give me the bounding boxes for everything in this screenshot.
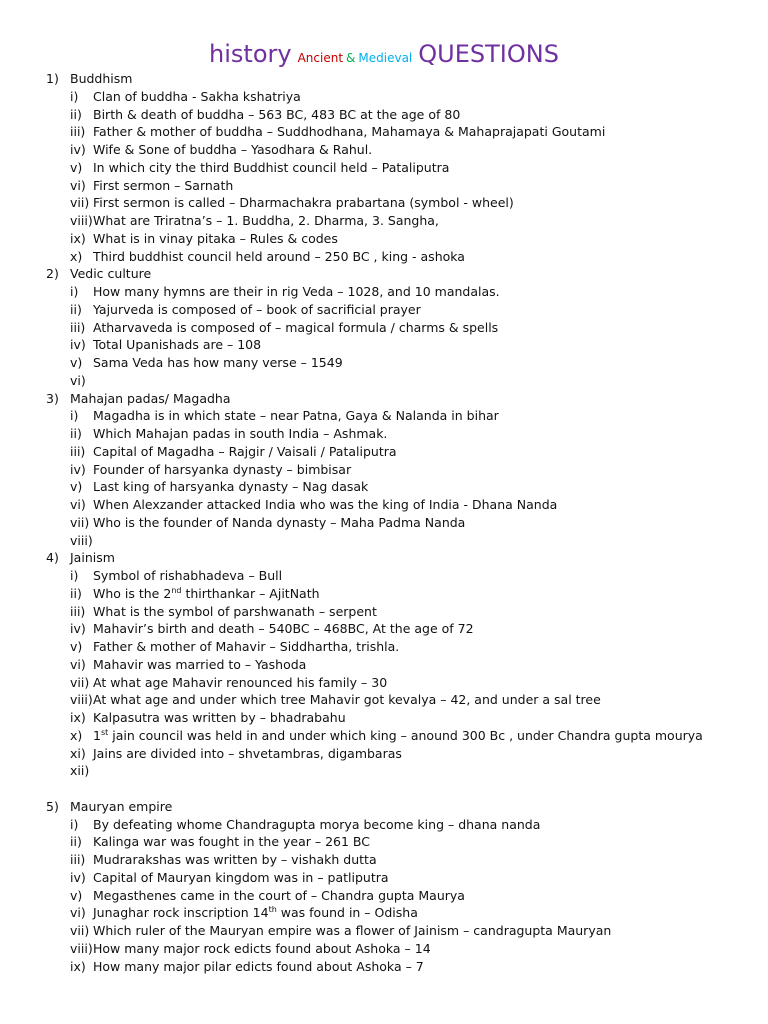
item-text-part: was found in – Odisha (276, 905, 418, 921)
question-item (0, 159, 768, 177)
item-numeral: vii) (70, 195, 90, 211)
item-numeral: v) (70, 887, 83, 903)
question-item (0, 727, 768, 745)
item-numeral: ii) (70, 106, 82, 122)
question-item (0, 620, 768, 638)
item-text: What is the symbol of parshwanath – serpent (93, 603, 377, 619)
question-item (0, 691, 768, 709)
item-text: Mahavir was married to – Yashoda (93, 656, 307, 672)
item-text: When Alexzander attacked India who was the king of India - Dhana Nanda (93, 497, 558, 512)
question-item (0, 603, 768, 621)
item-numeral: v) (70, 355, 83, 370)
question-item (0, 194, 768, 212)
item-text: Third buddhist council held around – 250 BC , king - ashoka (93, 248, 465, 264)
item-text-part: Junaghar rock inscription 14 (93, 905, 269, 921)
item-numeral: viii) (70, 532, 93, 548)
item-text-part: Who is the 2 (93, 585, 172, 601)
question-item (0, 709, 768, 727)
item-numeral: iv) (70, 869, 86, 885)
item-numeral: xi) (70, 745, 86, 761)
question-item (0, 372, 768, 390)
item-numeral: vi) (70, 497, 86, 512)
question-item (0, 638, 768, 656)
item-numeral: i) (70, 284, 79, 299)
question-item (0, 425, 768, 443)
item-text-part: 1 (93, 727, 101, 743)
item-text-part: jain council was held in and under which king – anound 300 Bc , under Chandra gupta mourya (108, 727, 703, 743)
question-item (0, 123, 768, 141)
item-text: First sermon – Sarnath (93, 177, 234, 193)
item-text: Total Upanishads are – 108 (93, 337, 262, 353)
item-numeral: ii) (70, 585, 82, 601)
item-numeral: iii) (70, 603, 86, 619)
item-text: Clan of buddha - Sakha kshatriya (93, 88, 301, 104)
section-spacer (0, 780, 768, 798)
question-item (0, 745, 768, 763)
item-numeral: vi) (70, 905, 86, 921)
question-item (0, 567, 768, 585)
section-title: Buddhism (70, 71, 133, 86)
question-item (0, 141, 768, 159)
item-text: Last king of harsyanka dynasty – Nag dasak (93, 479, 369, 495)
question-item (0, 319, 768, 337)
question-item (0, 762, 768, 780)
section-heading (0, 798, 768, 816)
question-item (0, 212, 768, 230)
item-numeral: ix) (70, 958, 86, 974)
section-number: 3) (46, 390, 59, 406)
item-text: Father & mother of Mahavir – Siddhartha, trishla. (93, 639, 400, 654)
item-text: Birth & death of buddha – 563 BC, 483 BC at the age of 80 (93, 106, 461, 122)
section-heading (0, 70, 768, 88)
question-list (0, 70, 768, 975)
question-item (0, 407, 768, 425)
item-numeral: vi) (70, 372, 86, 388)
item-numeral: x) (70, 248, 83, 264)
item-numeral: iv) (70, 337, 86, 353)
section-title: Vedic culture (70, 266, 152, 282)
item-text-part: thirthankar – AjitNath (181, 585, 320, 601)
section-number: 5) (46, 798, 59, 814)
item-text: What are Triratna’s – 1. Buddha, 2. Dharma, 3. Sangha, (93, 213, 439, 228)
item-text: Magadha is in which state – near Patna, Gaya & Nalanda in bihar (93, 408, 499, 424)
item-numeral: i) (70, 568, 79, 583)
item-numeral: iii) (70, 319, 86, 335)
question-item (0, 958, 768, 976)
item-text: Sama Veda has how many verse – 1549 (93, 355, 343, 370)
item-numeral: iii) (70, 852, 86, 867)
section-heading (0, 390, 768, 408)
question-item (0, 106, 768, 124)
item-text: At what age Mahavir renounced his family – 30 (93, 674, 388, 690)
item-numeral: v) (70, 479, 83, 495)
question-item (0, 496, 768, 514)
section-title: Jainism (70, 550, 115, 566)
title-ampersand: & (346, 51, 356, 65)
item-text: Who is the founder of Nanda dynasty – Maha Padma Nanda (93, 514, 466, 530)
item-text: How many hymns are their in rig Veda – 1028, and 10 mandalas. (93, 284, 500, 299)
ordinal-suffix: th (268, 905, 277, 915)
item-numeral: vii) (70, 674, 90, 690)
item-text: First sermon is called – Dharmachakra prabartana (symbol - wheel) (93, 195, 514, 211)
question-item (0, 869, 768, 887)
item-text: How many major pilar edicts found about Ashoka – 7 (93, 958, 424, 974)
item-text: Which ruler of the Mauryan empire was a flower of Jainism – candragupta Mauryan (93, 923, 612, 938)
item-numeral: xii) (70, 763, 90, 779)
item-numeral: viii) (70, 692, 93, 708)
question-item (0, 230, 768, 248)
question-item (0, 461, 768, 479)
item-numeral: ix) (70, 230, 86, 246)
question-item (0, 248, 768, 266)
item-text (93, 904, 418, 922)
item-numeral: vii) (70, 923, 90, 938)
item-numeral: i) (70, 408, 79, 424)
ordinal-suffix: nd (171, 585, 182, 595)
item-text: Capital of Mauryan kingdom was in – patliputra (93, 869, 389, 885)
item-text: By defeating whome Chandragupta morya become king – dhana nanda (93, 816, 541, 832)
title-history: history (209, 40, 292, 68)
section-heading (0, 265, 768, 283)
item-text (93, 585, 320, 603)
item-numeral: ii) (70, 301, 82, 317)
item-numeral: iii) (70, 124, 86, 140)
item-text: Jains are divided into – shvetambras, digambaras (93, 745, 402, 761)
item-text (93, 727, 703, 745)
item-text: Atharvaveda is composed of – magical formula / charms & spells (93, 319, 499, 335)
question-item (0, 532, 768, 550)
item-numeral: i) (70, 816, 79, 832)
item-text: Kalpasutra was written by – bhadrabahu (93, 710, 346, 725)
item-text: Which Mahajan padas in south India – Ashmak. (93, 426, 388, 441)
item-text: Megasthenes came in the court of – Chandra gupta Maurya (93, 887, 465, 903)
item-text: What is in vinay pitaka – Rules & codes (93, 230, 338, 246)
question-item (0, 887, 768, 905)
question-item (0, 283, 768, 301)
item-numeral: iii) (70, 443, 86, 459)
item-numeral: vii) (70, 514, 90, 530)
page-title (0, 40, 768, 68)
item-text: Symbol of rishabhadeva – Bull (93, 568, 283, 583)
item-numeral: iv) (70, 142, 86, 157)
item-numeral: i) (70, 88, 79, 104)
item-numeral: v) (70, 159, 83, 175)
question-item (0, 674, 768, 692)
question-item (0, 904, 768, 922)
item-numeral: ii) (70, 834, 82, 850)
question-item (0, 443, 768, 461)
question-item (0, 177, 768, 195)
item-text: Capital of Magadha – Rajgir / Vaisali / Pataliputra (93, 443, 397, 459)
item-text: Mudrarakshas was written by – vishakh dutta (93, 852, 377, 867)
section-title: Mahajan padas/ Magadha (70, 390, 231, 406)
item-numeral: viii) (70, 213, 93, 228)
item-text: Wife & Sone of buddha – Yasodhara & Rahul. (93, 142, 373, 157)
item-text: Kalinga war was fought in the year – 261 BC (93, 834, 370, 850)
question-item (0, 833, 768, 851)
item-numeral: x) (70, 727, 83, 743)
item-text: Father & mother of buddha – Suddhodhana, Mahamaya & Mahaprajapati Goutami (93, 124, 606, 140)
item-numeral: ix) (70, 710, 86, 725)
section-number: 4) (46, 550, 59, 566)
item-numeral: ii) (70, 426, 82, 441)
item-text: At what age and under which tree Mahavir got kevalya – 42, and under a sal tree (93, 692, 601, 708)
item-numeral: vi) (70, 656, 86, 672)
title-medieval: Medieval (358, 51, 413, 65)
item-numeral: viii) (70, 940, 93, 956)
section-heading (0, 549, 768, 567)
item-text: In which city the third Buddhist council held – Pataliputra (93, 159, 450, 175)
question-item (0, 88, 768, 106)
item-numeral: vi) (70, 177, 86, 193)
question-item (0, 656, 768, 674)
section-number: 1) (46, 71, 59, 86)
question-item (0, 816, 768, 834)
item-numeral: iv) (70, 621, 86, 637)
question-item (0, 478, 768, 496)
question-item (0, 851, 768, 869)
question-item (0, 354, 768, 372)
title-ancient: Ancient (297, 51, 344, 65)
item-numeral: v) (70, 639, 83, 654)
question-item (0, 922, 768, 940)
section-title: Mauryan empire (70, 798, 173, 814)
question-item (0, 336, 768, 354)
item-text: Mahavir’s birth and death – 540BC – 468BC, At the age of 72 (93, 621, 474, 637)
title-questions: QUESTIONS (418, 40, 559, 68)
question-item (0, 940, 768, 958)
item-text: How many major rock edicts found about Ashoka – 14 (93, 940, 431, 956)
section-number: 2) (46, 266, 59, 282)
item-text: Founder of harsyanka dynasty – bimbisar (93, 461, 352, 477)
ordinal-suffix: st (100, 727, 109, 737)
item-numeral: iv) (70, 461, 86, 477)
question-item (0, 301, 768, 319)
item-text: Yajurveda is composed of – book of sacrificial prayer (93, 301, 421, 317)
question-item (0, 514, 768, 532)
question-item (0, 585, 768, 603)
